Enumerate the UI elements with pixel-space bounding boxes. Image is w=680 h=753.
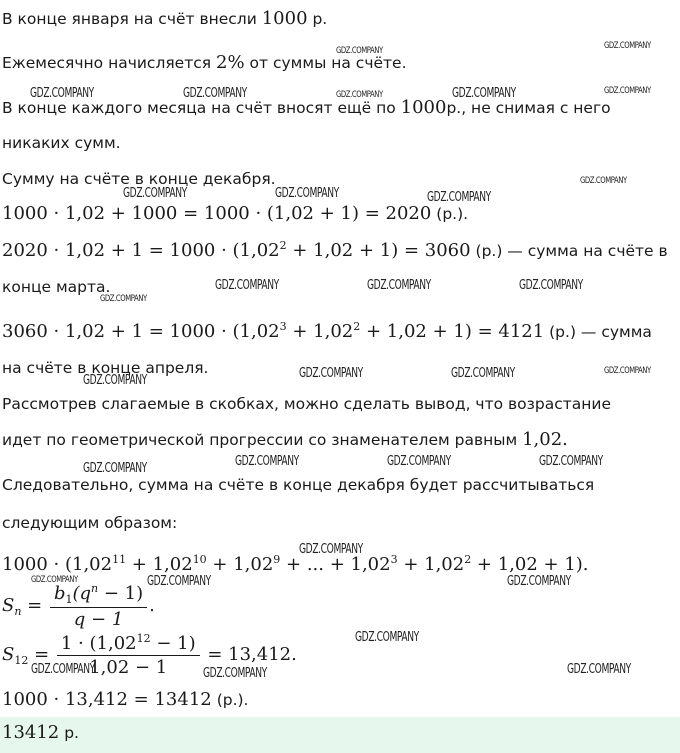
watermark: GDZ.COMPANY [604,41,651,51]
watermark: GDZ.COMPANY [451,366,515,381]
watermark: GDZ.COMPANY [83,373,147,388]
text-line-11: следующим образом: [2,514,178,532]
watermark: GDZ.COMPANY [83,461,147,476]
text-line-10: Следовательно, сумма на счёте в конце декабря будет рассчитываться [2,476,595,494]
watermark: GDZ.COMPANY [367,278,431,293]
watermark: GDZ.COMPANY [519,278,583,293]
watermark: GDZ.COMPANY [31,662,95,677]
watermark: GDZ.COMPANY [275,186,339,201]
watermark: GDZ.COMPANY [100,294,147,304]
watermark: GDZ.COMPANY [604,86,651,96]
text-line-7: на счёте в конце апреля. [2,359,209,377]
text-line-8: Рассмотрев слагаемые в скобках, можно сделать вывод, что возрастание [2,395,612,413]
equation-2: $2020 \cdot 1,02 + 1 = 1000 \cdot (1,02^2 + 1,02 + 1) = 3060$ (р.) — сумма на счёте в [2,239,668,261]
watermark: GDZ.COMPANY [539,454,603,469]
watermark: GDZ.COMPANY [452,86,516,101]
watermark: GDZ.COMPANY [215,278,279,293]
watermark: GDZ.COMPANY [31,575,78,585]
text-line-3: В конце каждого месяца на счёт вносят ещё по 1000р., не снимая с него [2,97,611,118]
watermark: GDZ.COMPANY [387,454,451,469]
answer-highlight [0,717,680,753]
sum-formula-fraction: $\frac{b_1(q^n - 1)}{q - 1}$ [50,582,147,630]
equation-4: $1000 \cdot (1,02^{11} + 1,02^{10} + 1,02^9$ + ... + $1,02^3 + 1,02^2 + 1,02 + 1$). [2,553,589,575]
text-line-5: Сумму на счёте в конце декабря. [2,170,276,188]
s12-formula: $S_{12}$ = $\frac{1 \cdot (1,02^{12} - 1)}{1,02 - 1}$ = 13,412. [2,632,297,678]
equation-3: $3060 \cdot 1,02 + 1 = 1000 \cdot (1,02^3 + 1,02^2 + 1,02 + 1) = 4121$ (р.) — сумма [2,320,652,342]
watermark: GDZ.COMPANY [336,90,383,100]
watermark: GDZ.COMPANY [183,86,247,101]
watermark: GDZ.COMPANY [427,190,491,205]
watermark: GDZ.COMPANY [336,46,383,56]
watermark: GDZ.COMPANY [30,86,94,101]
watermark: GDZ.COMPANY [355,630,419,645]
text-line-9: идет по геометрической прогрессии со знаменателем равным 1,02. [2,429,568,450]
watermark: GDZ.COMPANY [235,454,299,469]
watermark: GDZ.COMPANY [567,662,631,677]
watermark: GDZ.COMPANY [604,366,651,376]
text-line-6: конце марта. [2,278,111,296]
watermark: GDZ.COMPANY [299,542,363,557]
watermark: GDZ.COMPANY [299,366,363,381]
watermark: GDZ.COMPANY [147,574,211,589]
watermark: GDZ.COMPANY [203,666,267,681]
watermark: GDZ.COMPANY [123,186,187,201]
text-line-1: В конце января на счёт внесли 1000 р. [2,8,328,29]
text-line-2: Ежемесячно начисляется 2% от суммы на счёте. [2,52,407,73]
sum-formula: $S_n$ = $\frac{b_1(q^n - 1)}{q - 1}$ . [2,582,155,630]
answer: 13412 р. [2,722,79,743]
watermark: GDZ.COMPANY [580,176,627,186]
s12-fraction: $\frac{1 \cdot (1,02^{12} - 1)}{1,02 - 1}$ [57,632,200,678]
watermark: GDZ.COMPANY [507,574,571,589]
equation-1: 1000 · 1,02 + 1000 = 1000 · (1,02 + 1) = 2020 (р.). [2,203,469,224]
text-line-4: никаких сумм. [2,134,121,152]
equation-5: 1000 · 13,412 = 13412 (р.). [2,689,249,710]
